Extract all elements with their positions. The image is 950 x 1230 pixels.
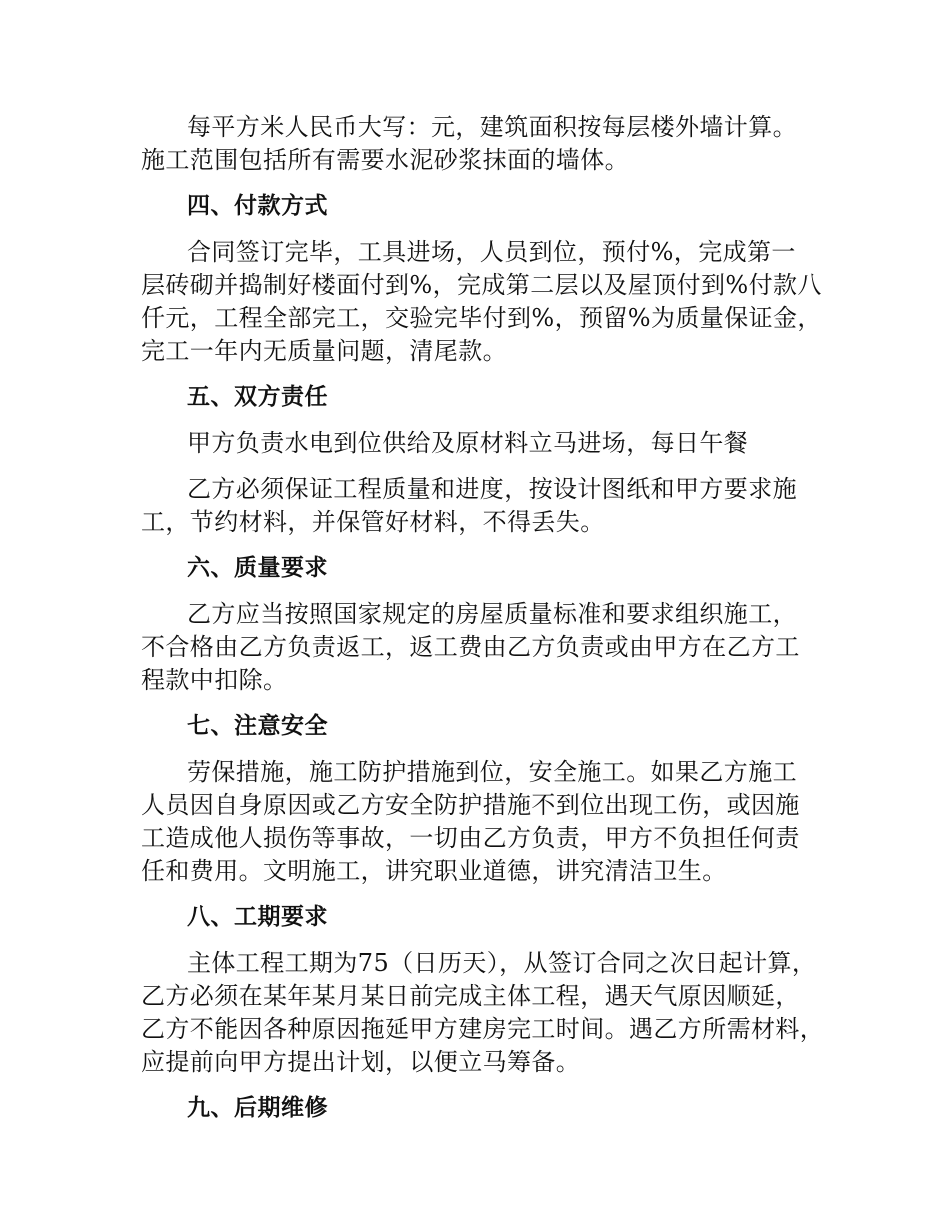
section-heading-safety: 七、注意安全	[187, 713, 328, 739]
paragraph-line: 仟元，工程全部完工，交验完毕付到%，预留%为质量保证金，	[141, 304, 822, 332]
paragraph-price	[141, 111, 831, 177]
paragraph-line: 层砖砌并捣制好楼面付到%，完成第二层以及屋顶付到%付款八	[141, 271, 822, 299]
paragraph-line: 任和费用。文明施工，讲究职业道德，讲究清洁卫生。	[141, 857, 727, 885]
paragraph-line: 应提前向甲方提出计划，以便立马筹备。	[141, 1048, 581, 1076]
paragraph-payment	[141, 236, 831, 368]
paragraph-line: 工造成他人损伤等事故，一切由乙方负责，甲方不负担任何责	[141, 824, 800, 852]
paragraph-line: 主体工程工期为75（日历天），从签订合同之次日起计算，	[187, 949, 817, 977]
paragraph-schedule	[141, 947, 831, 1079]
paragraph-line: 乙方不能因各种原因拖延甲方建房完工时间。遇乙方所需材料，	[141, 1015, 825, 1043]
paragraph-party-b	[141, 473, 831, 539]
section-heading-payment: 四、付款方式	[187, 193, 328, 219]
paragraph-line: 劳保措施，施工防护措施到位，安全施工。如果乙方施工	[187, 758, 797, 786]
paragraph-quality	[141, 598, 831, 697]
paragraph-line: 程款中扣除。	[141, 666, 288, 694]
paragraph-line: 合同签订完毕，工具进场，人员到位，预付%，完成第一	[187, 238, 796, 266]
section-heading-maintenance: 九、后期维修	[187, 1095, 328, 1121]
section-heading-quality: 六、质量要求	[187, 555, 328, 581]
paragraph-line: 施工范围包括所有需要水泥砂浆抹面的墙体。	[141, 146, 629, 174]
paragraph-line: 甲方负责水电到位供给及原材料立马进场，每日午餐	[187, 429, 749, 457]
paragraph-line: 乙方应当按照国家规定的房屋质量标准和要求组织施工，	[187, 600, 797, 628]
section-heading-responsibilities: 五、双方责任	[187, 384, 328, 410]
paragraph-line: 工，节约材料，并保管好材料，不得丢失。	[141, 508, 605, 536]
paragraph-line: 完工一年内无质量问题，清尾款。	[141, 337, 507, 365]
paragraph-line: 不合格由乙方负责返工，返工费由乙方负责或由甲方在乙方工	[141, 633, 800, 661]
paragraph-line: 乙方必须保证工程质量和进度，按设计图纸和甲方要求施	[187, 475, 797, 503]
paragraph-line: 人员因自身原因或乙方安全防护措施不到位出现工伤，或因施	[141, 791, 800, 819]
section-heading-schedule: 八、工期要求	[187, 904, 328, 930]
paragraph-party-a	[141, 427, 831, 460]
paragraph-line: 乙方必须在某年某月某日前完成主体工程，遇天气原因顺延，	[141, 982, 800, 1010]
paragraph-safety	[141, 756, 831, 888]
document-body	[141, 111, 831, 1125]
paragraph-line: 每平方米人民币大写：元，建筑面积按每层楼外墙计算。	[187, 113, 797, 141]
